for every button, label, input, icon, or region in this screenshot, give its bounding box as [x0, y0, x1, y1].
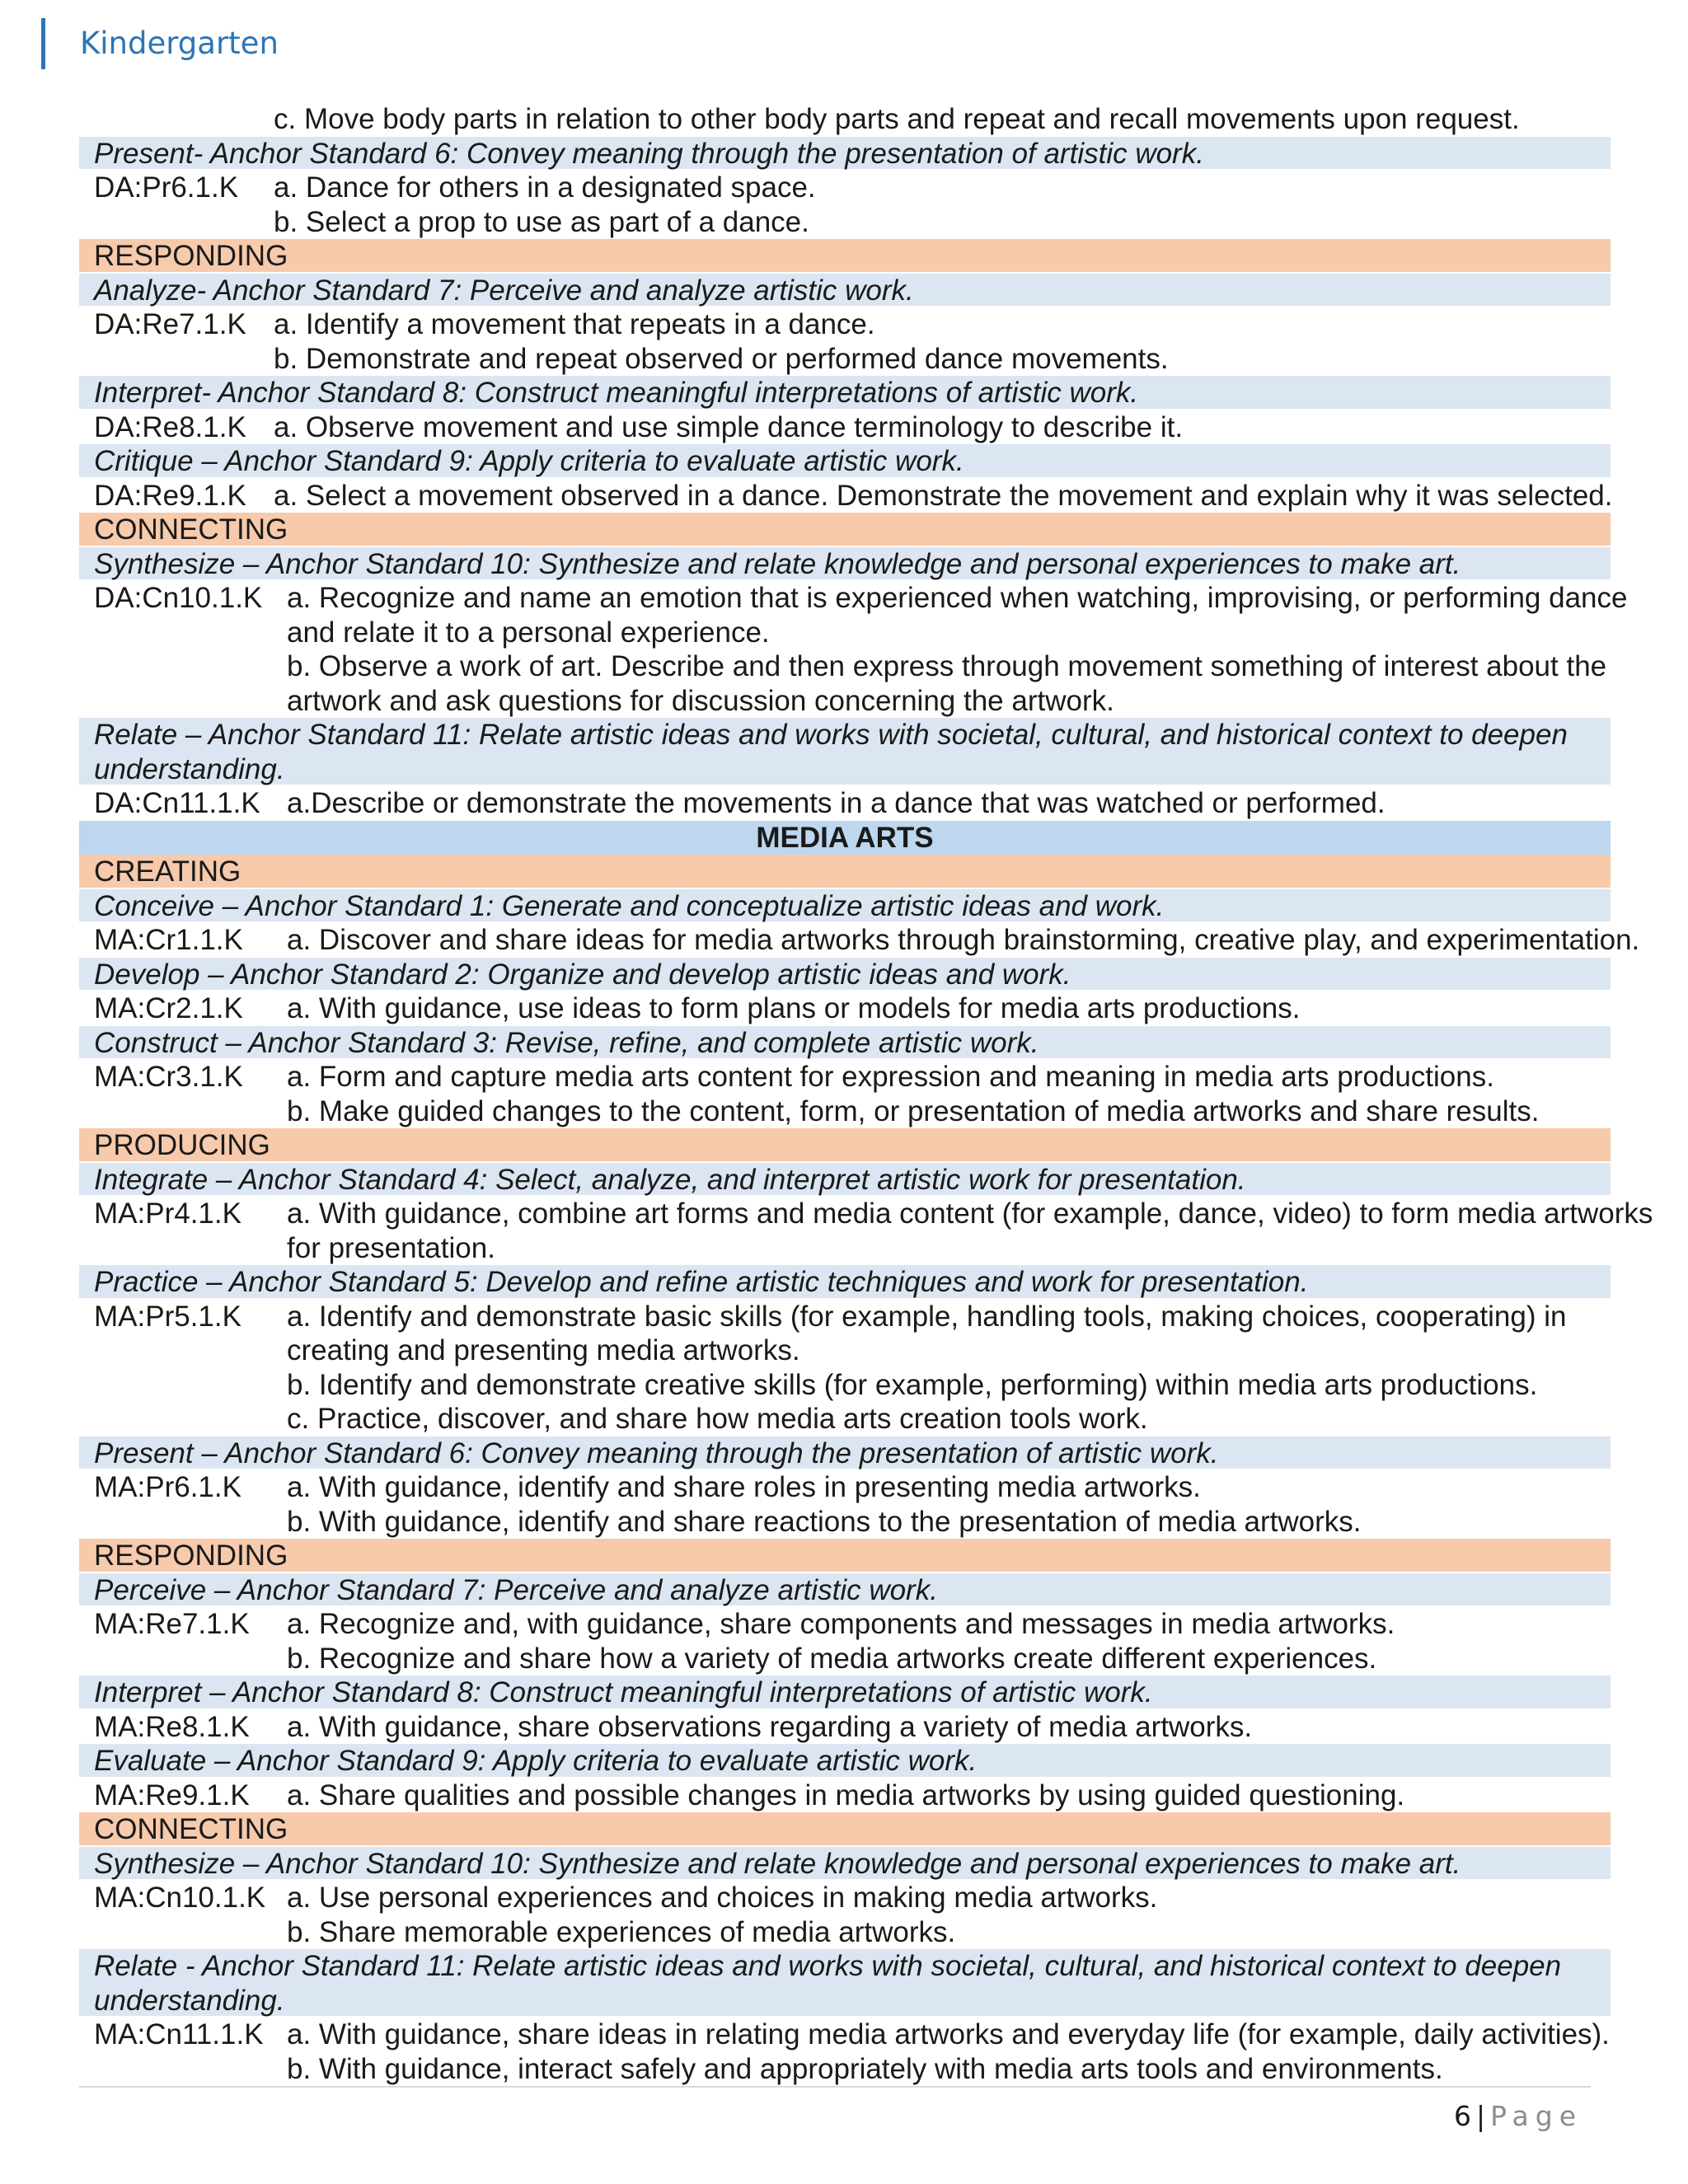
standard-text: b. Identify and demonstrate creative skills (for example, performing) within media arts productions. — [287, 1368, 1538, 1401]
standard-row — [79, 786, 1611, 821]
standard-code: MA:Cn11.1.K — [94, 2018, 264, 2050]
standard-row — [79, 1710, 1611, 1745]
standard-row — [79, 205, 1611, 240]
anchor-standard-row: Relate - Anchor Standard 11: Relate artistic ideas and works with societal, cultural, and historical context to deepen understanding. — [79, 1949, 1611, 2018]
standard-code: DA:Pr6.1.K — [94, 171, 239, 204]
standard-row — [79, 1094, 1611, 1129]
standard-text: b. Recognize and share how a variety of media artworks create different experiences. — [287, 1642, 1377, 1675]
page-label: Page — [1490, 2100, 1582, 2132]
standard-row — [79, 1368, 1611, 1403]
anchor-standard-row: Relate – Anchor Standard 11: Relate artistic ideas and works with societal, cultural, and historical context to deepen understanding. — [79, 718, 1611, 786]
standard-row — [79, 1060, 1611, 1094]
standard-row — [79, 1402, 1611, 1436]
standard-code: MA:Pr6.1.K — [94, 1471, 241, 1503]
standard-row — [79, 102, 1611, 137]
standard-text: a. With guidance, identify and share roles in presenting media artworks. — [287, 1471, 1201, 1503]
anchor-standard-row: Conceive – Anchor Standard 1: Generate and conceptualize artistic ideas and work. — [79, 889, 1611, 924]
section-heading: RESPONDING — [79, 239, 1611, 274]
standard-text: c. Move body parts in relation to other body parts and repeat and recall movements upon request. — [274, 103, 1520, 135]
standard-text: a. Share qualities and possible changes in media artworks by using guided questioning. — [287, 1779, 1405, 1811]
standard-code: MA:Re9.1.K — [94, 1779, 250, 1811]
discipline-heading: MEDIA ARTS — [79, 821, 1611, 855]
standard-code: DA:Cn10.1.K — [94, 582, 263, 614]
standard-code: MA:Pr5.1.K — [94, 1300, 241, 1333]
standard-text: a. Recognize and name an emotion that is experienced when watching, improvising, or performing dance — [287, 582, 1628, 614]
standard-row — [79, 1779, 1611, 1813]
standard-row — [79, 1333, 1611, 1368]
header-title: Kindergarten — [80, 26, 279, 61]
standard-text: a. Use personal experiences and choices in making media artworks. — [287, 1882, 1158, 1914]
standard-row — [79, 684, 1611, 719]
standard-row — [79, 410, 1611, 445]
standard-text: a.Describe or demonstrate the movements in a dance that was watched or performed. — [287, 787, 1386, 819]
anchor-standard-row: Synthesize – Anchor Standard 10: Synthesize and relate knowledge and personal experiences to make art. — [79, 547, 1611, 582]
standard-row — [79, 1915, 1611, 1950]
standard-code: MA:Cn10.1.K — [94, 1882, 266, 1914]
standard-text: a. Select a movement observed in a dance. Demonstrate the movement and explain why it was selected. — [274, 479, 1613, 512]
standard-text: a. Discover and share ideas for media artworks through brainstorming, creative play, and experimentation. — [287, 924, 1640, 956]
standard-row — [79, 2052, 1611, 2087]
standard-row — [79, 991, 1611, 1026]
standard-row — [79, 1642, 1611, 1676]
standard-row — [79, 307, 1611, 342]
standard-text: a. Form and capture media arts content for expression and meaning in media arts productions. — [287, 1061, 1494, 1093]
standard-text: b. Select a prop to use as part of a dance. — [274, 205, 809, 238]
anchor-standard-row: Evaluate – Anchor Standard 9: Apply criteria to evaluate artistic work. — [79, 1744, 1611, 1779]
standard-text: b. Make guided changes to the content, form, or presentation of media artworks and share results. — [287, 1094, 1540, 1127]
document-header — [41, 18, 279, 69]
standard-text: c. Practice, discover, and share how media arts creation tools work. — [287, 1403, 1148, 1435]
standard-text: a. Dance for others in a designated space. — [274, 171, 816, 204]
standard-text: a. Identify and demonstrate basic skills (for example, handling tools, making choices, cooperating) in — [287, 1300, 1567, 1333]
standard-row — [79, 1231, 1611, 1266]
standard-code: MA:Cr3.1.K — [94, 1061, 243, 1093]
section-heading: CONNECTING — [79, 1812, 1611, 1847]
anchor-standard-row: Critique – Anchor Standard 9: Apply criteria to evaluate artistic work. — [79, 444, 1611, 479]
section-heading: PRODUCING — [79, 1128, 1611, 1163]
standard-row — [79, 342, 1611, 377]
standards-table — [79, 102, 1653, 2086]
standard-text: a. With guidance, share ideas in relating media artworks and everyday life (for example, daily activities). — [287, 2018, 1610, 2050]
standard-text: b. With guidance, identify and share reactions to the presentation of media artworks. — [287, 1505, 1362, 1538]
standard-text: b. With guidance, interact safely and appropriately with media arts tools and environments. — [287, 2052, 1443, 2085]
standard-text: b. Demonstrate and repeat observed or performed dance movements. — [274, 342, 1169, 375]
standard-code: DA:Re8.1.K — [94, 410, 246, 443]
anchor-standard-row: Develop – Anchor Standard 2: Organize and develop artistic ideas and work. — [79, 958, 1611, 992]
standard-row — [79, 616, 1611, 650]
standard-text: and relate it to a personal experience. — [287, 616, 770, 649]
standard-text: a. Observe movement and use simple dance terminology to describe it. — [274, 410, 1184, 443]
standard-code: MA:Cr2.1.K — [94, 992, 243, 1024]
anchor-standard-row: Construct – Anchor Standard 3: Revise, refine, and complete artistic work. — [79, 1026, 1611, 1061]
anchor-standard-row: Interpret- Anchor Standard 8: Construct meaningful interpretations of artistic work. — [79, 376, 1611, 410]
standard-text: a. Identify a movement that repeats in a dance. — [274, 308, 875, 340]
standard-code: MA:Cr1.1.K — [94, 924, 243, 956]
footer-divider — [79, 2086, 1591, 2088]
standard-row — [79, 649, 1611, 684]
anchor-standard-row: Practice – Anchor Standard 5: Develop and refine artistic techniques and work for presentation. — [79, 1265, 1611, 1300]
section-heading: CONNECTING — [79, 513, 1611, 547]
standard-row — [79, 1881, 1611, 1915]
standard-code: DA:Cn11.1.K — [94, 787, 260, 819]
standard-row — [79, 171, 1611, 205]
standard-row — [79, 1470, 1611, 1505]
standard-row — [79, 923, 1640, 958]
standard-row — [79, 1607, 1611, 1642]
anchor-standard-row: Present – Anchor Standard 6: Convey meaning through the presentation of artistic work. — [79, 1436, 1611, 1471]
anchor-standard-row: Present- Anchor Standard 6: Convey meaning through the presentation of artistic work. — [79, 137, 1611, 171]
section-heading: CREATING — [79, 855, 1611, 889]
anchor-standard-row: Integrate – Anchor Standard 4: Select, analyze, and interpret artistic work for presentation. — [79, 1163, 1611, 1197]
standard-text: for presentation. — [287, 1231, 495, 1264]
standard-text: artwork and ask questions for discussion concerning the artwork. — [287, 684, 1114, 717]
standard-text: a. With guidance, use ideas to form plans or models for media arts productions. — [287, 992, 1301, 1024]
standard-code: DA:Re9.1.K — [94, 479, 246, 512]
standard-row — [79, 1505, 1611, 1540]
standard-code: MA:Re7.1.K — [94, 1608, 250, 1640]
section-heading: RESPONDING — [79, 1539, 1611, 1573]
page-number: 6 — [1453, 2100, 1471, 2132]
standard-text: b. Observe a work of art. Describe and then express through movement something of interest about the — [287, 650, 1607, 682]
footer-separator: | — [1475, 2100, 1486, 2132]
standard-code: MA:Pr4.1.K — [94, 1197, 241, 1230]
standard-code: DA:Re7.1.K — [94, 308, 246, 340]
standard-row — [79, 1300, 1611, 1334]
anchor-standard-row: Interpret – Anchor Standard 8: Construct meaningful interpretations of artistic work. — [79, 1675, 1611, 1710]
standard-row — [79, 479, 1611, 513]
standard-row — [79, 1197, 1653, 1231]
standard-text: b. Share memorable experiences of media artworks. — [287, 1915, 956, 1948]
standard-text: a. Recognize and, with guidance, share components and messages in media artworks. — [287, 1608, 1395, 1640]
page-footer — [1454, 2093, 1582, 2139]
standard-row — [79, 2018, 1611, 2052]
standard-text: a. With guidance, share observations regarding a variety of media artworks. — [287, 1710, 1253, 1743]
standard-text: creating and presenting media artworks. — [287, 1334, 800, 1366]
anchor-standard-row: Perceive – Anchor Standard 7: Perceive and analyze artistic work. — [79, 1573, 1611, 1608]
standard-code: MA:Re8.1.K — [94, 1710, 250, 1743]
standard-text: a. With guidance, combine art forms and media content (for example, dance, video) to form media artworks — [287, 1197, 1653, 1230]
standard-row — [79, 581, 1628, 616]
anchor-standard-row: Analyze- Anchor Standard 7: Perceive and analyze artistic work. — [79, 274, 1611, 308]
anchor-standard-row: Synthesize – Anchor Standard 10: Synthesize and relate knowledge and personal experiences to make art. — [79, 1847, 1611, 1882]
